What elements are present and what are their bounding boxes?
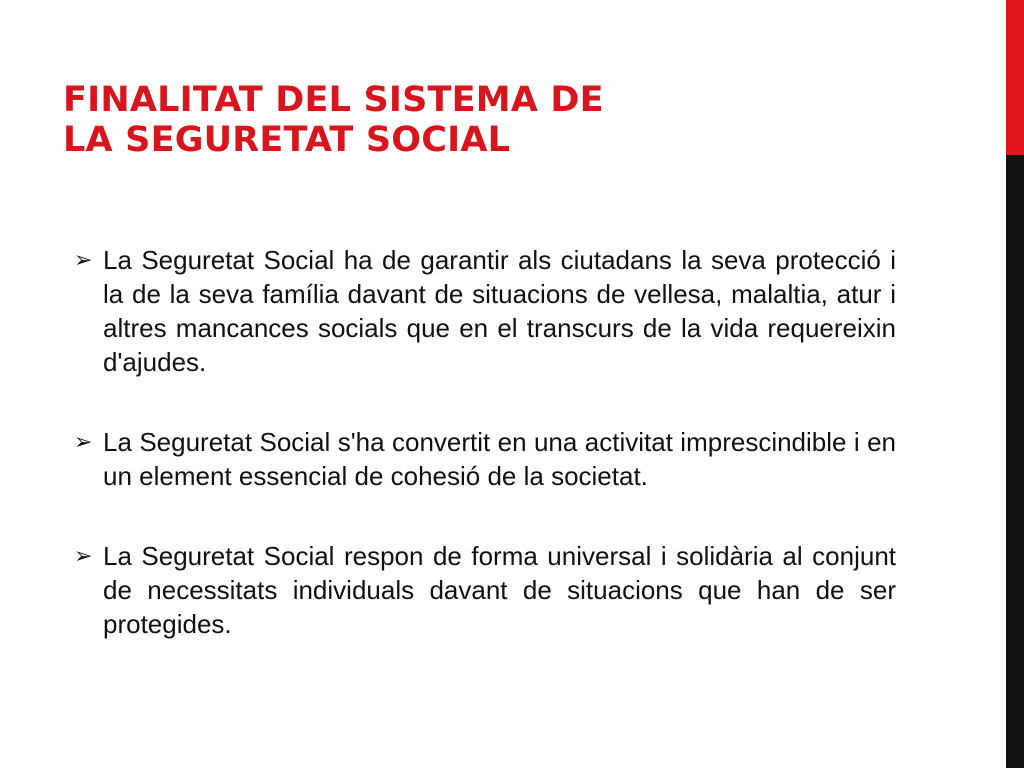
accent-bar-red: [1006, 0, 1024, 155]
bullet-list: [74, 243, 896, 687]
bullet-text: La Seguretat Social respon de forma universal i solidària al conjunt de necessitats individuals davant de situacions que han de ser protegides.: [103, 541, 896, 639]
list-item: [74, 539, 896, 641]
title-line-1: FINALITAT DEL SISTEMA DE: [63, 80, 604, 120]
list-item: [74, 243, 896, 379]
arrow-bullet-icon: ➢: [74, 430, 93, 455]
arrow-bullet-icon: ➢: [74, 544, 93, 569]
bullet-text: La Seguretat Social s'ha convertit en una activitat imprescindible i en un element essencial de cohesió de la societat.: [103, 427, 896, 491]
slide-title: [63, 80, 604, 160]
title-line-2: LA SEGURETAT SOCIAL: [63, 120, 511, 160]
list-item: [74, 425, 896, 493]
accent-bar-dark: [1006, 155, 1024, 768]
bullet-text: La Seguretat Social ha de garantir als ciutadans la seva protecció i la de la seva família davant de situacions de vellesa, malaltia, atur i altres mancances socials que en el transcurs de la vida requereixin d'ajudes.: [103, 245, 896, 377]
arrow-bullet-icon: ➢: [74, 248, 93, 273]
